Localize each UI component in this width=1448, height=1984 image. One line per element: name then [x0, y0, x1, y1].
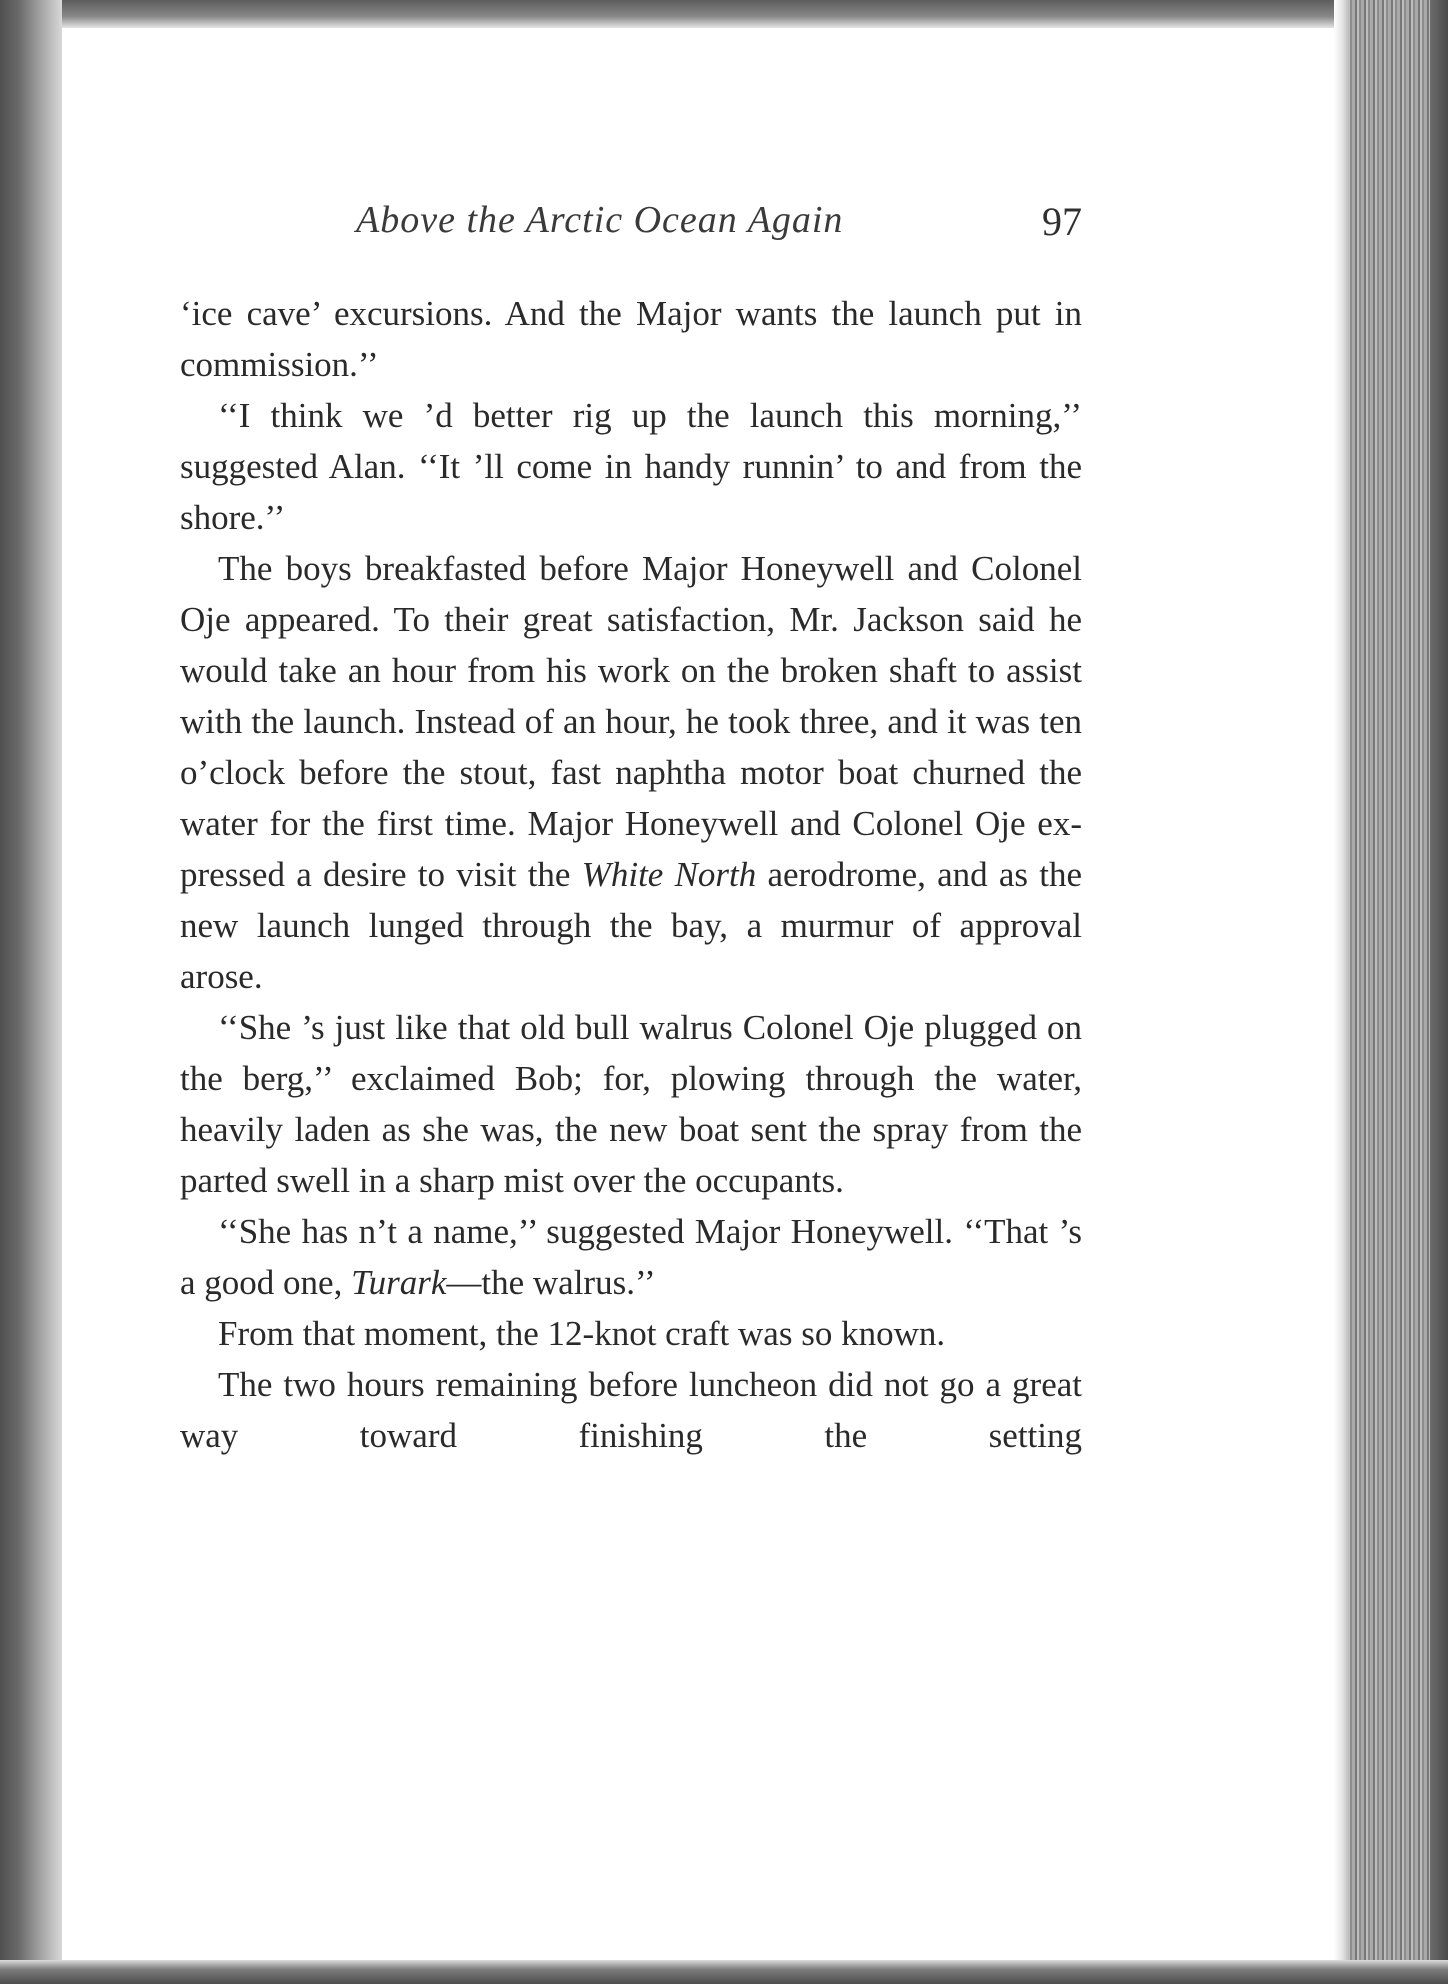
paragraph [180, 1206, 1082, 1308]
text-run: ‘‘She has n’t a name,’’ suggested Major Honeywell. ‘‘That ’s a good one, [180, 1212, 1082, 1302]
running-title: Above the Arctic Ocean Again [356, 199, 844, 241]
paragraph [180, 1002, 1082, 1206]
scan-top-edge [0, 0, 1448, 28]
text-run: The boys breakfasted before Major Honeywell and Colonel Oje appeared. To their great satisfaction, Mr. Jackson said he would take an hour from his work on the broken shaft to assist with the launch. Instead of an hour, he took three, and it was ten o’clock before the stout, fast naphtha motor boat churned the water for the first time. Major Honeywell and Colonel Oje expressed a desire to visit the [180, 549, 1082, 894]
body-text [180, 288, 1082, 1461]
text-run: ‘‘She ’s just like that old bull walrus Colonel Oje plugged on the berg,’’ exclaimed Bob; for, plowing through the water, heavily laden as she was, the new boat sent the spray from the parted swell in a sharp mist over the occupants. [180, 1008, 1082, 1200]
book-spine-shadow [0, 0, 62, 1984]
book-page [180, 198, 1082, 1461]
text-run: ‘‘I think we ’d better rig up the launch this morning,’’ suggested Alan. ‘‘It ’ll come in handy runnin’ to and from the shore.’’ [180, 396, 1082, 537]
page-edges [1348, 0, 1448, 1984]
text-run: —the walrus.’’ [446, 1263, 656, 1302]
text-run: aerodrome, and as the new launch lunged through the bay, a murmur of approval arose. [180, 855, 1083, 996]
text-run: ‘ice cave’ excursions. And the Major wants the launch put in commission.’’ [180, 294, 1082, 384]
paragraph [180, 543, 1082, 1002]
italic-text: White North [581, 855, 757, 894]
paragraph [180, 390, 1082, 543]
page-number: 97 [1042, 199, 1082, 244]
running-head [180, 198, 1082, 258]
paragraph [180, 1359, 1082, 1461]
paragraph [180, 1308, 1082, 1359]
text-run: The two hours remaining before luncheon did not go a great way toward finishing the setting [180, 1365, 1082, 1455]
italic-text: Turark [351, 1263, 447, 1302]
scan-bottom-edge [0, 1960, 1448, 1984]
text-run: From that moment, the 12-knot craft was so known. [218, 1314, 946, 1353]
paragraph [180, 288, 1082, 390]
